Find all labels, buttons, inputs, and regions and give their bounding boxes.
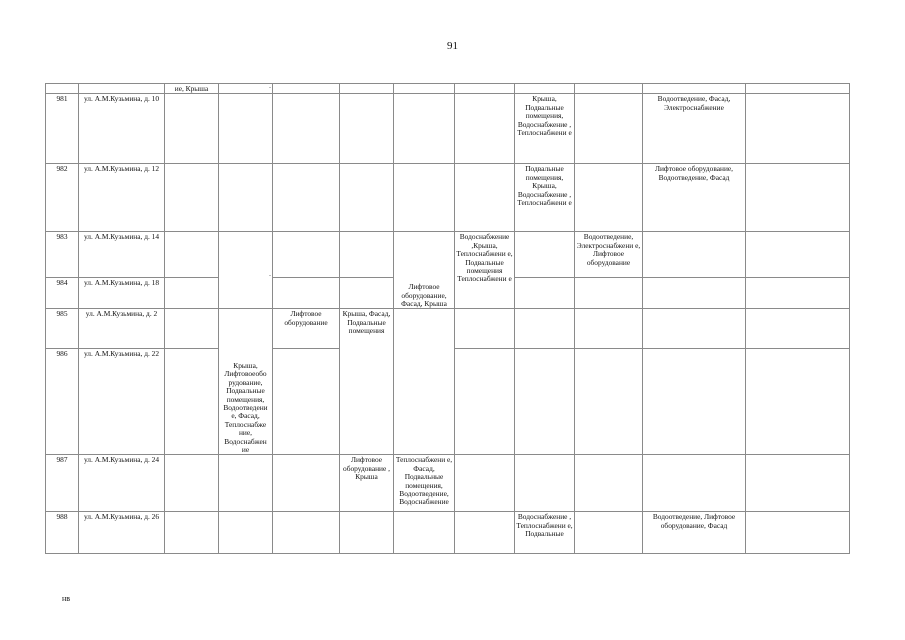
table-cell: Крыша, Лифтовоеобо рудование, Подвальные помещения, Водоотведени е, Фасад, Теплоснабже ние, Водоснабжен ие	[219, 309, 273, 455]
row-number: 982	[46, 164, 79, 232]
table-cell: Крыша, Подвальные помещения, Водоснабжение , Теплоснабжени е	[515, 94, 575, 164]
row-address: ул. А.М.Кузьмина, д. 2	[79, 309, 165, 349]
page-number: 91	[447, 40, 458, 52]
row-address: ул. А.М.Кузьмина, д. 24	[79, 455, 165, 512]
cell-mark: -	[269, 273, 271, 280]
row-address: ул. А.М.Кузьмина, д. 22	[79, 349, 165, 455]
row-number: 981	[46, 94, 79, 164]
cell-mark: -	[269, 85, 271, 91]
table-cell: Водоснабжение , Теплоснабжени е, Подвальные	[515, 512, 575, 554]
table-row	[46, 84, 850, 94]
table-row	[46, 164, 850, 232]
row-address: ул. А.М.Кузьмина, д. 14	[79, 232, 165, 278]
table-cell: Подвальные помещения, Крыша, Водоснабжение , Теплоснабжени е	[515, 164, 575, 232]
row-address: ул. А.М.Кузьмина, д. 12	[79, 164, 165, 232]
row-number: 986	[46, 349, 79, 455]
table-cell: Водоотведение, Лифтовое оборудование, Фасад	[643, 512, 746, 554]
table-cell: Лифтовое оборудование	[273, 309, 340, 349]
row-number: 983	[46, 232, 79, 278]
row-number: 987	[46, 455, 79, 512]
table-row	[46, 94, 850, 164]
table-cell: Лифтовое оборудование, Водоотведение, Фасад	[643, 164, 746, 232]
footer-mark: нв	[62, 594, 71, 603]
table-cell: Водоснабжение ,Крыша, Теплоснабжени е, Подвальные помещения Теплоснабжени е	[455, 232, 515, 309]
table-cell: Водоотведение, Электроснабжени е, Лифтовое оборудование	[575, 232, 643, 278]
table-row	[46, 232, 850, 278]
row-number: 985	[46, 309, 79, 349]
table-cell: Водоотведение, Фасад, Электроснабжение	[643, 94, 746, 164]
table-cell: Теплоснабжени е, Фасад, Подвальные помещения, Водоотведение, Водоснабжение	[394, 455, 455, 512]
row-number: 988	[46, 512, 79, 554]
table-row	[46, 512, 850, 554]
row-address: ул. А.М.Кузьмина, д. 26	[79, 512, 165, 554]
table-row	[46, 455, 850, 512]
row-number: 984	[46, 278, 79, 309]
table-row	[46, 309, 850, 349]
table-cell: ие, Крыша	[165, 84, 219, 94]
table-cell: Крыша, Фасад, Подвальные помещения	[340, 309, 394, 455]
table-cell: Лифтовое оборудование , Крыша	[340, 455, 394, 512]
row-address: ул. А.М.Кузьмина, д. 18	[79, 278, 165, 309]
row-address: ул. А.М.Кузьмина, д. 10	[79, 94, 165, 164]
table-cell: Лифтовое оборудование, Фасад, Крыша	[394, 232, 455, 309]
works-register-table	[45, 83, 850, 554]
